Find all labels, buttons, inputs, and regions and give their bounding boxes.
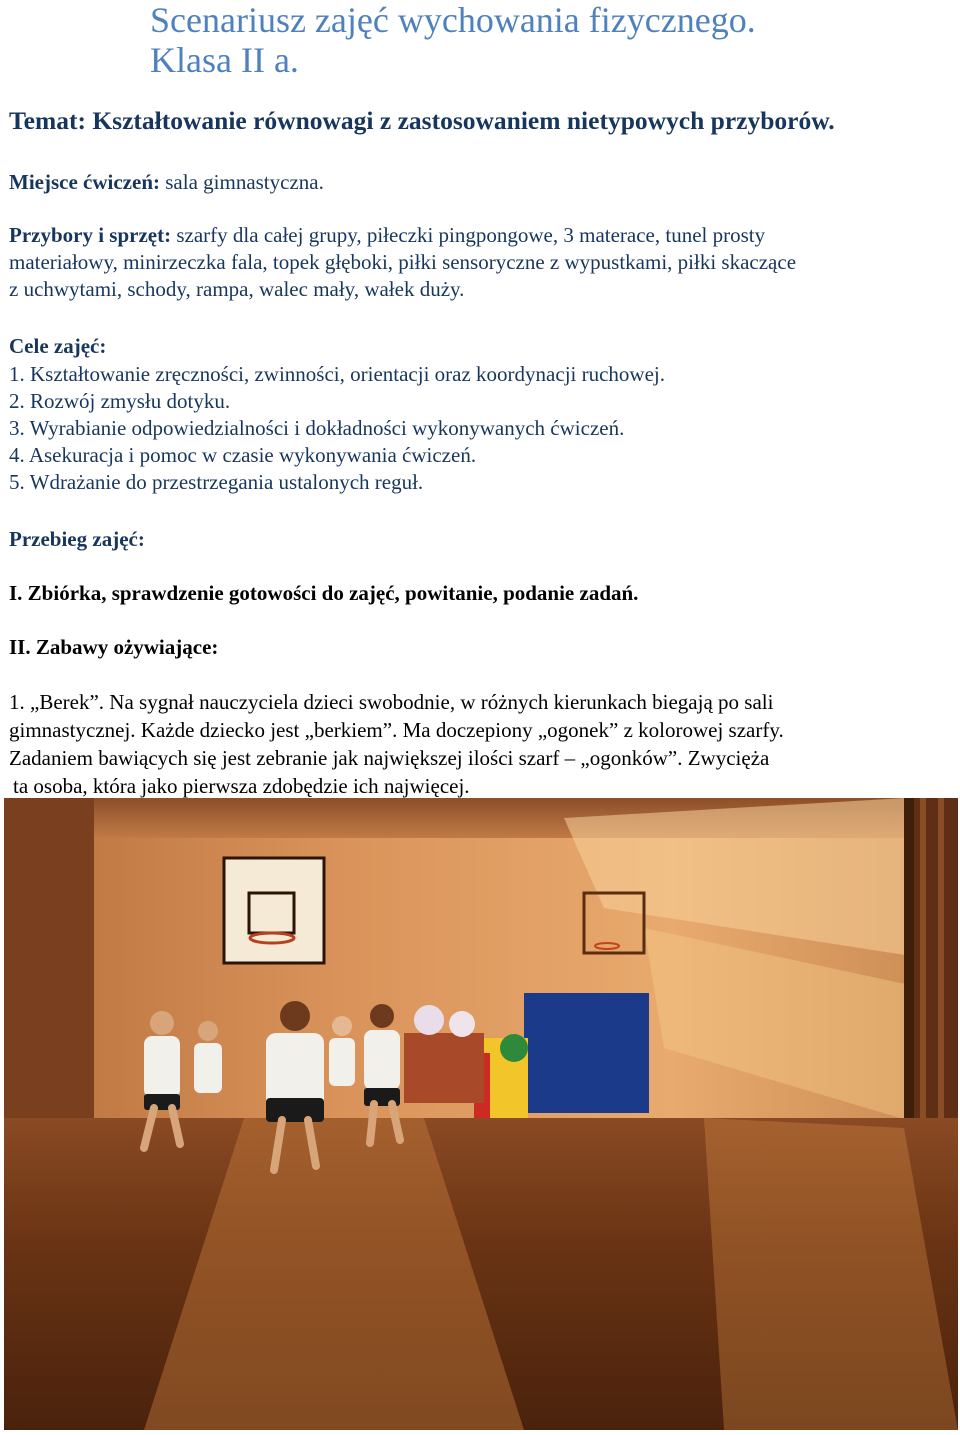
gym-photo-illustration (4, 798, 958, 1430)
place-label: Miejsce ćwiczeń: (9, 170, 160, 194)
game-line: 1. „Berek”. Na sygnał nauczyciela dzieci swobodnie, w różnych kierunkach biegają po sali (9, 690, 774, 714)
place-value: sala gimnastyczna. (160, 170, 324, 194)
equipment-paragraph (9, 222, 944, 303)
goal-item: 5. Wdrażanie do przestrzegania ustalonych reguł. (9, 470, 424, 494)
stage-one-heading: I. Zbiórka, sprawdzenie gotowości do zajęć, powitanie, podanie zadań. (9, 581, 639, 605)
equipment-line-3: z uchwytami, schody, rampa, walec mały, wałek duży. (9, 277, 465, 301)
goals-list (9, 361, 665, 496)
game-line: ta osoba, która jako pierwsza zdobędzie ich najwięcej. (13, 774, 470, 798)
goal-item: 4. Asekuracja i pomoc w czasie wykonywania ćwiczeń. (9, 443, 477, 467)
game-line: gimnastycznej. Każde dziecko jest „berkiem”. Ma doczepiony „ogonek” z kolorowej szarfy. (9, 718, 784, 742)
game-line: Zadaniem bawiących się jest zebranie jak największej ilości szarf – „ogonków”. Zwycięża (9, 746, 770, 770)
equipment-label: Przybory i sprzęt: (9, 223, 172, 247)
document-title (150, 0, 756, 80)
equipment-line-2: materiałowy, minirzeczka fala, topek głęboki, piłki sensoryczne z wypustkami, piłki skaczące (9, 250, 797, 274)
game-description (9, 688, 784, 800)
goal-item: 1. Kształtowanie zręczności, zwinności, orientacji oraz koordynacji ruchowej. (9, 362, 665, 386)
goal-item: 3. Wyrabianie odpowiedzialności i dokładności wykonywanych ćwiczeń. (9, 416, 625, 440)
gym-photo (4, 798, 958, 1430)
stage-two-heading: II. Zabawy ożywiające: (9, 635, 219, 659)
lesson-place (9, 169, 324, 195)
equipment-line-1: szarfy dla całej grupy, piłeczki pingpongowe, 3 materace, tunel prosty (171, 223, 766, 247)
title-line-1: Scenariusz zajęć wychowania fizycznego. (150, 0, 756, 40)
goal-item: 2. Rozwój zmysłu dotyku. (9, 389, 231, 413)
title-line-2: Klasa II a. (150, 40, 299, 80)
course-heading: Przebieg zajęć: (9, 527, 145, 551)
lesson-topic: Temat: Kształtowanie równowagi z zastosowaniem nietypowych przyborów. (9, 106, 835, 135)
goals-heading: Cele zajęć: (9, 334, 107, 358)
